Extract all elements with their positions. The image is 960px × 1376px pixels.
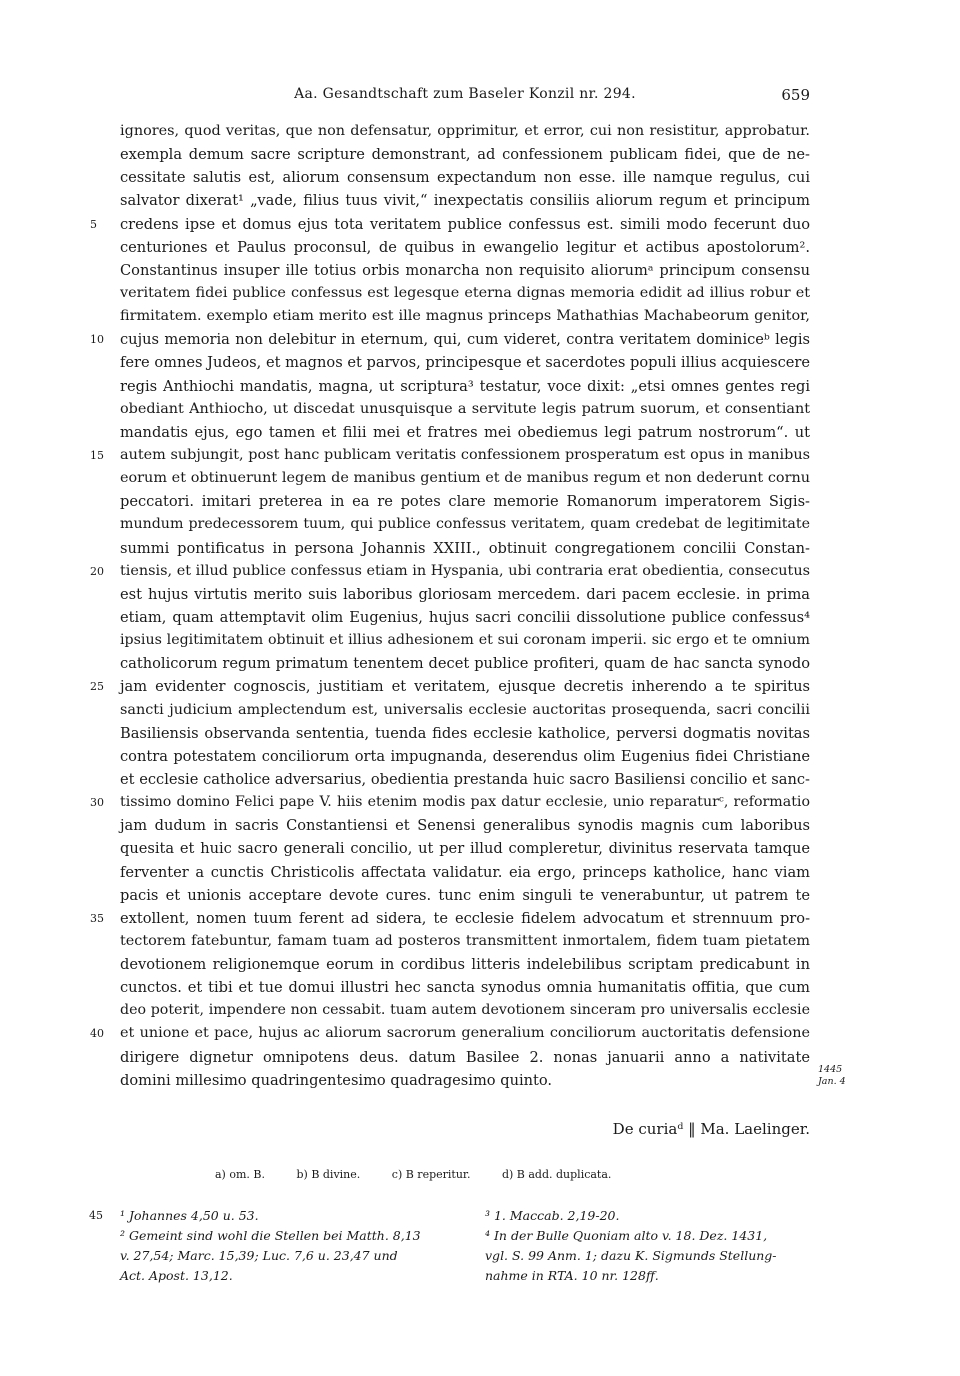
text-line <box>120 189 810 212</box>
footnotes-right-column <box>485 1206 815 1286</box>
line-text: autem subjungit, post hanc publicam veritatis confessionem prosperatum est opus in manibus <box>120 446 810 463</box>
line-number: 40 <box>90 1027 104 1041</box>
margin-date-note <box>818 1064 846 1088</box>
margin-day: Jan. 4 <box>818 1076 846 1087</box>
line-text: domini millesimo quadringentesimo quadragesimo quinto. <box>120 1071 553 1089</box>
text-line <box>90 328 810 351</box>
apparatus-note: a) om. B. <box>215 1168 265 1181</box>
line-text: summi pontificatus in persona Johannis XXIII., obtinuit congregationem concilii Constan- <box>120 539 810 557</box>
line-text: fere omnes Judeos, et magnos et parvos, principesque et sacerdotes populi illius acquiescere <box>120 354 810 372</box>
text-line <box>120 953 810 976</box>
line-text: ignores, quod veritas, que non defensatur, opprimitur, et error, cui non resistitur, approbatur. <box>120 123 810 139</box>
text-line <box>120 629 810 652</box>
text-line <box>120 490 810 513</box>
line-number: 25 <box>90 680 104 694</box>
running-head <box>120 86 810 106</box>
line-text: obediant Anthiocho, ut discedat unusquisque a servitute legis patrum suorum, et consentiant <box>120 400 810 417</box>
text-line <box>120 699 810 722</box>
footnote-line: ³ 1. Maccab. 2,19-20. <box>485 1208 620 1223</box>
line-text: mandatis ejus, ego tamen et filii mei et fratres mei obediemus legi patrum nostrorum“. ut <box>120 423 810 441</box>
line-text: jam dudum in sacris Constantiensi et Senensi generalibus synodis magnis cum laboribus <box>120 817 810 835</box>
text-line <box>120 861 810 884</box>
line-text: centuriones et Paulus proconsul, de quibus in ewangelio legitur et actibus apostolorum². <box>120 238 810 256</box>
footnote-line: ¹ Johannes 4,50 u. 53. <box>120 1208 259 1223</box>
page-number: 659 <box>781 86 810 104</box>
line-text: et unione et pace, hujus ac aliorum sacrorum generalium conciliorum auctoritatis defensione <box>120 1025 810 1042</box>
line-text: cujus memoria non delebitur in eternum, qui, cum videret, contra veritatem dominiceᵇ legis <box>120 331 810 349</box>
text-line <box>120 143 810 166</box>
text-line <box>120 745 810 768</box>
line-text: devotionem religionemque eorum in cordibus litteris indelebilibus scriptam predicabunt in <box>120 956 810 974</box>
text-line <box>120 814 810 837</box>
line-text: exempla demum sacre scripture demonstrant, ad confessionem publicam fidei, que de ne- <box>120 146 810 164</box>
line-text: sancti judicium amplectendum est, universalis ecclesie auctoritas prosequenda, sacri concilii <box>120 701 810 718</box>
text-line <box>120 259 810 282</box>
line-text: mundum predecessorem tuum, qui publice confessus veritatem, quam credebat de legitimitate <box>120 516 810 533</box>
line-text: quesita et huic sacro generali concilio, ut per illud compleretur, divinitus reservata tamque <box>120 840 810 858</box>
footnote-line: v. 27,54; Marc. 15,39; Luc. 7,6 u. 23,47 und <box>120 1248 398 1263</box>
text-line <box>120 606 810 629</box>
line-text: salvator dixerat¹ „vade, filius tuus vivit,“ inexpectatis consiliis aliorum regum et principum <box>120 192 810 210</box>
text-line <box>90 560 810 583</box>
text-line <box>120 305 810 328</box>
line-text: ipsius legitimitatem obtinuit et illius adhesionem et sui coronam imperii. sic ergo et te omnium <box>120 632 810 649</box>
line-number: 5 <box>90 217 97 231</box>
footnote-line: nahme in RTA. 10 nr. 128ff. <box>485 1268 659 1283</box>
line-text: peccatori. imitari preterea in ea re potes clare memorie Romanorum imperatorem Sigis- <box>120 493 810 511</box>
line-text: tissimo domino Felici pape V. hiis etenim modis pax datur ecclesie, unio reparaturᶜ, reformatio <box>120 794 810 811</box>
text-line <box>120 513 810 536</box>
text-line <box>90 213 810 236</box>
text-line <box>120 768 810 791</box>
line-text: cessitate salutis est, aliorum consensum expectandum non esse. ille namque regulus, cui <box>120 169 810 187</box>
body-text <box>90 120 810 1092</box>
footnotes-left-column <box>120 1206 455 1286</box>
line-text: cunctos. et tibi et tue domui illustri hec sancta synodus omnia humanitatis offitia, que cum <box>120 979 810 997</box>
text-line <box>120 467 810 490</box>
text-line <box>120 652 810 675</box>
text-line <box>90 791 810 814</box>
apparatus-note: d) B add. duplicata. <box>501 1168 612 1181</box>
line-text: regis Anthiochi mandatis, magna, ut scriptura³ testatur, voce dixit: „etsi omnes gentes regi <box>120 377 810 395</box>
line-number: 35 <box>90 911 104 925</box>
footnote-line: Act. Apost. 13,12. <box>120 1268 233 1283</box>
line-text: tectorem fatebuntur, famam tuam ad posteros transmittent inmortalem, fidem tuam pietatem <box>120 932 810 949</box>
text-line <box>120 837 810 860</box>
footnote-line: ² Gemeint sind wohl die Stellen bei Matth. 8,13 <box>120 1228 421 1243</box>
line-text: ferventer a cunctis Christicolis affectata validatur. eia ergo, princeps katholice, hanc viam <box>120 863 810 881</box>
footnote-line-number: 45 <box>89 1209 103 1222</box>
text-line <box>120 1046 810 1069</box>
line-text: Constantinus insuper ille totius orbis monarcha non requisito aliorumᵃ principum consensu <box>120 261 810 279</box>
line-text: eorum et obtinuerunt legem de manibus gentium et de manibus regum et non dederunt cornu <box>120 470 810 487</box>
line-text: etiam, quam attemptavit olim Eugenius, hujus sacri concilii dissolutione publice confessus⁴ <box>120 608 810 626</box>
footnote-line: ⁴ In der Bulle Quoniam alto v. 18. Dez. 1431, <box>485 1228 768 1243</box>
line-text: tiensis, et illud publice confessus etiam in Hyspania, ubi contraria erat obedientia, consecutus <box>120 562 810 579</box>
line-text: veritatem fidei publice confessus est legesque eterna dignas memoria edidit ad illius robur et <box>120 284 810 301</box>
line-text: et ecclesie catholice adversarius, obedientia prestanda huic sacro Basiliensi concilio et sanc- <box>120 770 810 788</box>
text-line <box>120 884 810 907</box>
line-number: 10 <box>90 333 104 347</box>
line-text: est hujus virtutis merito suis laboribus gloriosam mercedem. dari pacem ecclesie. in prima <box>120 585 810 603</box>
text-line <box>90 907 810 930</box>
text-line <box>120 930 810 953</box>
line-text: dirigere dignetur omnipotens deus. datum Basilee 2. nonas januarii anno a nativitate <box>120 1048 810 1066</box>
text-line <box>120 120 810 143</box>
line-text: Basiliensis observanda sententia, tuenda fides ecclesie katholice, perversi dogmatis novitas <box>120 724 810 742</box>
line-text: extollent, nomen tuum ferent ad sidera, te ecclesie fidelem advocatum et strennuum pro- <box>120 909 810 927</box>
line-text: catholicorum regum primatum tenentem decet publice profiteri, quam de hac sancta synodo <box>120 655 810 673</box>
line-text: credens ipse et domus ejus tota veritatem publice confessus est. simili modo fecerunt duo <box>120 215 810 233</box>
text-line <box>120 398 810 421</box>
text-line <box>120 351 810 374</box>
line-text: firmitatem. exemplo etiam merito est ille magnus princeps Mathathias Machabeorum genitor, <box>120 308 810 325</box>
text-line <box>120 421 810 444</box>
line-number: 30 <box>90 796 104 810</box>
text-line <box>120 1069 810 1092</box>
text-line <box>120 722 810 745</box>
footnote-line: vgl. S. 99 Anm. 1; dazu K. Sigmunds Stellung- <box>485 1248 777 1263</box>
line-number: 20 <box>90 564 104 578</box>
apparatus-note: c) B reperitur. <box>391 1168 471 1181</box>
text-line <box>90 1022 810 1045</box>
text-line <box>120 537 810 560</box>
line-text: deo poterit, impendere non cessabit. tuam autem devotionem sinceram pro universalis ecclesie <box>120 1002 810 1019</box>
text-line <box>120 583 810 606</box>
line-number: 15 <box>90 448 104 462</box>
text-line <box>120 375 810 398</box>
critical-apparatus <box>215 1168 639 1181</box>
text-line <box>90 444 810 467</box>
text-line <box>120 999 810 1022</box>
line-text: jam evidenter cognoscis, justitiam et veritatem, ejusque decretis inherendo a te spiritus <box>120 678 810 696</box>
signature: De curiaᵈ ‖ Ma. Laelinger. <box>612 1120 810 1138</box>
text-line <box>120 976 810 999</box>
apparatus-note: b) B divine. <box>296 1168 361 1181</box>
running-title: Aa. Gesandtschaft zum Baseler Konzil nr. 294. <box>294 86 636 102</box>
text-line <box>120 166 810 189</box>
text-line <box>90 675 810 698</box>
line-text: contra potestatem conciliorum orta impugnanda, deserendus olim Eugenius fidei Christiane <box>120 747 810 765</box>
text-line <box>120 236 810 259</box>
text-line <box>120 282 810 305</box>
line-text: pacis et unionis acceptare devote cures. tunc enim singuli te venerabuntur, ut patrem te <box>120 886 810 904</box>
margin-year: 1445 <box>818 1064 843 1075</box>
